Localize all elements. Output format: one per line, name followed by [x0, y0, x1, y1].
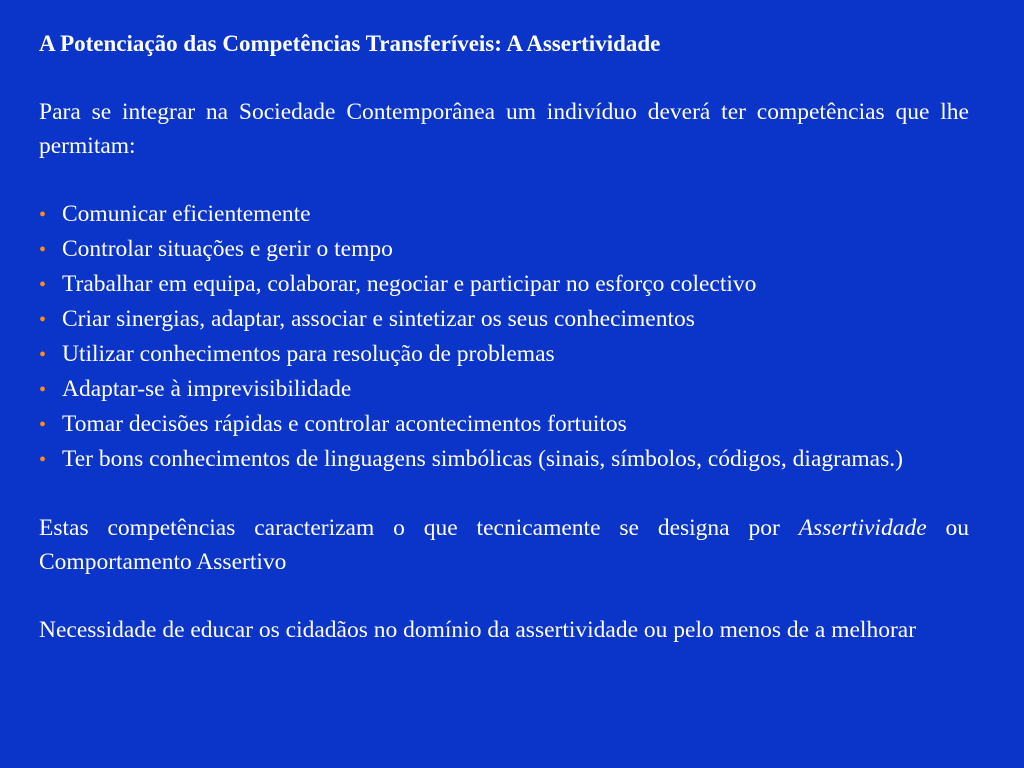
list-item: [39, 302, 969, 337]
bullet-icon: •: [39, 274, 47, 296]
list-item-text: Comunicar eficientemente: [62, 201, 311, 227]
closing-paragraph-1: [39, 511, 969, 579]
bullet-icon: •: [39, 204, 47, 226]
list-item: [39, 442, 969, 477]
list-item-text: Utilizar conhecimentos para resolução de problemas: [62, 341, 555, 367]
slide-title: A Potenciação das Competências Transferíveis: A Assertividade: [39, 31, 661, 56]
bullet-icon: •: [39, 344, 47, 366]
spacer: [39, 163, 969, 197]
spacer: [39, 477, 969, 511]
bullet-icon: •: [39, 414, 47, 436]
closing-text-before: Estas competências caracterizam o que tecnicamente se designa por: [39, 515, 799, 541]
list-item-text: Trabalhar em equipa, colaborar, negociar e participar no esforço colectivo: [62, 271, 757, 297]
bullet-icon: •: [39, 379, 47, 401]
bullet-icon: •: [39, 449, 47, 471]
bullet-icon: •: [39, 239, 47, 261]
spacer: [39, 579, 969, 613]
closing-paragraph-2: Necessidade de educar os cidadãos no domínio da assertividade ou pelo menos de a melhorar: [39, 617, 917, 643]
list-item-text: Criar sinergias, adaptar, associar e sintetizar os seus conhecimentos: [62, 306, 695, 332]
bullet-icon: •: [39, 309, 47, 331]
closing-text-after: ou Comportamento Assertivo: [39, 515, 970, 575]
spacer: [39, 61, 969, 95]
list-item-text: Tomar decisões rápidas e controlar acontecimentos fortuitos: [62, 411, 627, 437]
list-item: [39, 407, 969, 442]
list-item-text: Ter bons conhecimentos de linguagens simbólicas (sinais, símbolos, códigos, diagramas.): [62, 446, 903, 472]
list-item-text: Controlar situações e gerir o tempo: [62, 236, 393, 262]
assertividade-emphasis: Assertividade: [798, 515, 927, 541]
list-item: [39, 267, 969, 302]
list-item: [39, 337, 969, 372]
list-item: [39, 197, 969, 232]
list-item: [39, 372, 969, 407]
list-item: [39, 232, 969, 267]
competencies-list: [39, 197, 969, 477]
list-item-text: Adaptar-se à imprevisibilidade: [62, 376, 352, 402]
intro-paragraph: Para se integrar na Sociedade Contemporânea um indivíduo deverá ter competências que lhe permitam:: [39, 99, 969, 159]
